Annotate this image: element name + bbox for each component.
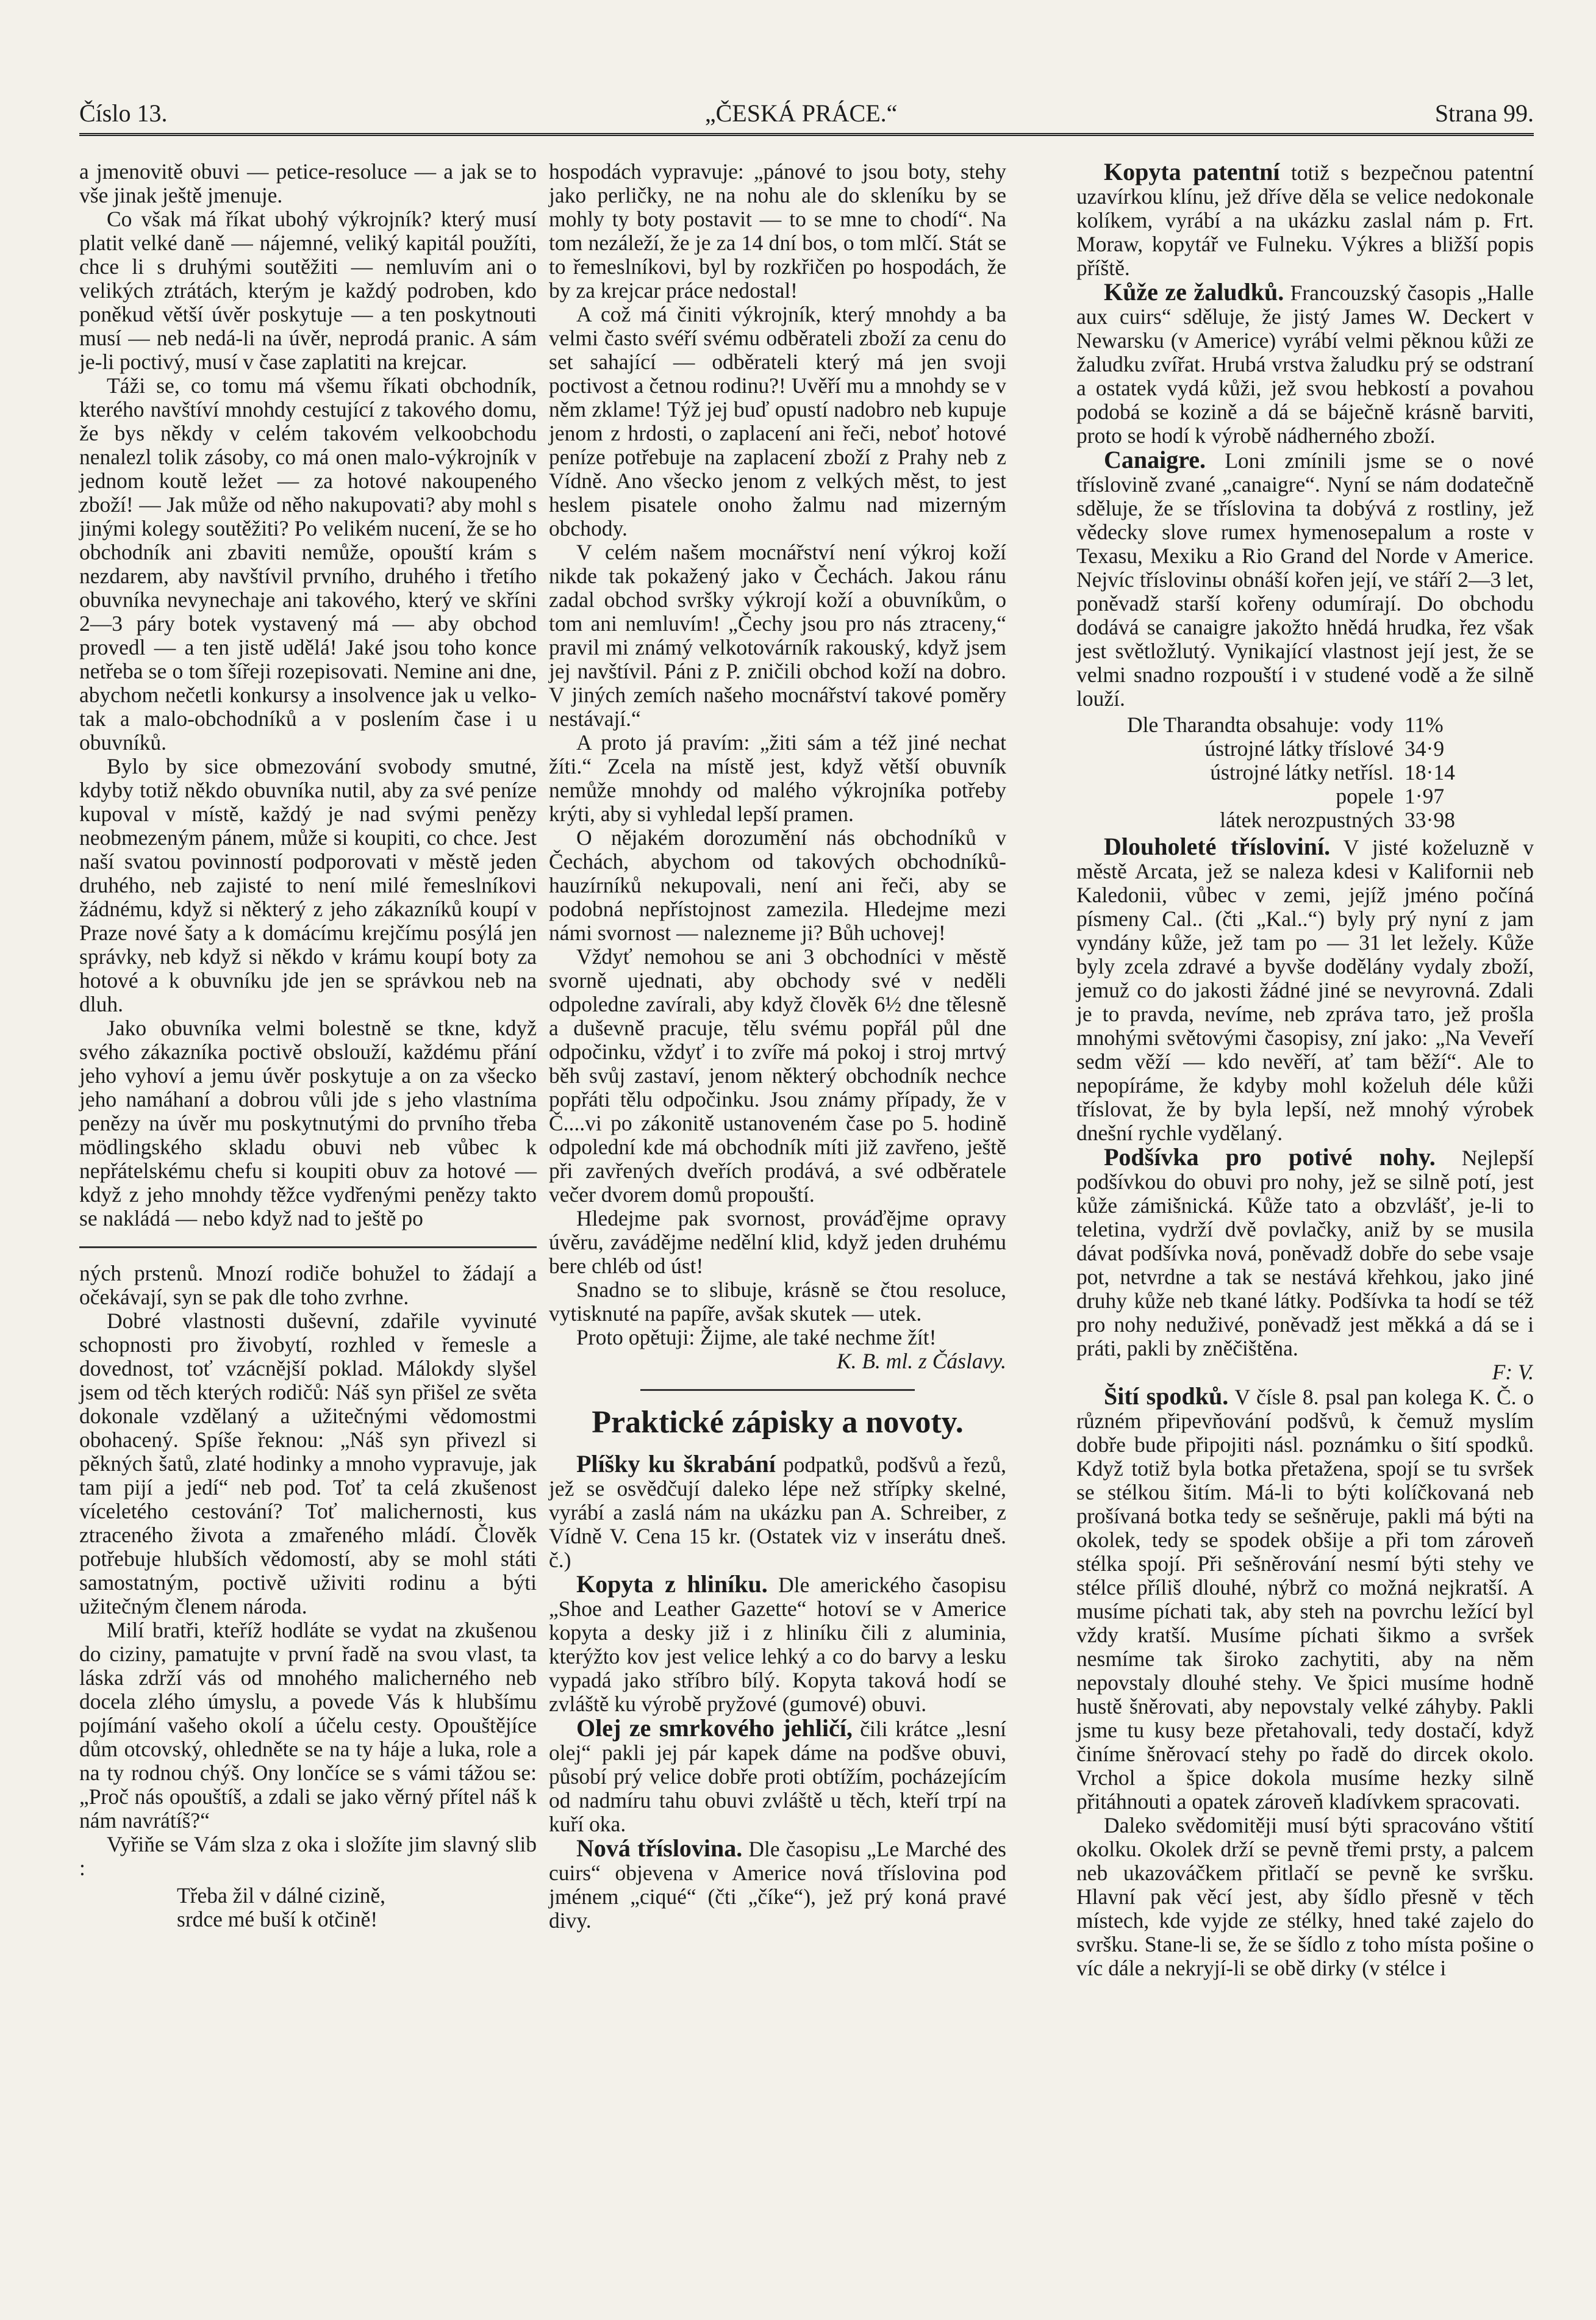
note-text: podpatků, podšvů a řezů, jež se osvědčují daleko lépe než střípky skelné, vyrábí a zaslá nám na ukázku pan A. Schreiber, z Vídně V. Cena 15 kr. (Ostatek viz v inserátu dneš. č.) — [549, 1453, 1007, 1572]
masthead-title: „ČESKÁ PRÁCE.“ — [704, 99, 898, 127]
note-heading: Kůže ze žaludků. — [1104, 278, 1284, 306]
note-heading: Podšívka pro potivé nohy. — [1104, 1143, 1436, 1171]
column-middle — [549, 160, 1006, 1933]
page-header — [79, 92, 1534, 134]
note-text: V jisté koželuzně v městě Arcata, jež se naleza kdesi v Kalifornii neb Kaledonii, vůbec v zemi, jejíž jméno počíná písmeny Cal.. (čti „Kal..“) byly prý nyní z jam vyndány kůže, jež tam po — 31 let ležely. Kůže byly zcela zdravé a byvše dodělány vydaly zboží, jemuž co do jakosti žádné jiné se nevyrovná. Zdali je to pravda, nevíme, neb zpráva taто, jež prošla mnohými světovými časopisy, zní jako: „Na Veveří sedm věží — kdo nevěří, ať tam běží“. Ale to nepopíráme, že kdyby mohl koželuh déle kůži tříslovat, že by byla lepší, než mnohý výrobek dnešní rychle vydělaný. — [1076, 835, 1534, 1145]
paragraph: Dobré vlastnosti duševní, zdařile vyvinuté schopnosti pro živobytí, rozhled v řemesle a dovednost, toť vzácnější poklad. Málokdy slyšel jsem od těch kterých rodičů: Náš syn přišel ze světa dokonale vzdělaný a užitečnými vědomostmi obohacený. Spíše řeknou: „Náš syn přivezl si pěkných šatů, zlaté hodinky a mnoho vypravuje, jak tam pijí a jedí“ neb pod. Toť ta celá zkušenost víceletého cestování? Toť malichernosti, kus ztraceného života a zmařeného mládí. Člověk potřebuje hlubších vědomostí, aby se mohl státi samostatným, poctivě uživiti rodinu a býti užitečným členem národa. — [79, 1309, 537, 1618]
note-text: totiž s bezpečnou patentní uzavírkou klínu, jež dříve děla se velice nedokonale kolíkem, vyrábí a na ukázku zaslal nám p. Frt. Moraw, kopytář ve Fulneku. Výkres a bližší popis příště. — [1076, 160, 1534, 280]
note-text: Dle amerického časopisu „Shoe and Leather Gazette“ hotoví se v Americe kopyta a desky již i z hliníku čili z aluminia, kterýžto kov jest velice lehký a co do barvy a lesku vypadá jako stříbro bílý. Kopyta taková hodí se zvláště ku výrobě pryžové (gumové) obuvi. — [549, 1573, 1006, 1716]
note-signature: F: V. — [1492, 1360, 1534, 1384]
verse-line: srdce mé buší k otčině! — [177, 1907, 378, 1931]
note-heading: Canaigre. — [1104, 446, 1206, 473]
note-heading: Plíšky ku škrabání — [576, 1450, 776, 1478]
column-left — [79, 160, 537, 1931]
note-text: Nejlepší podšívkou do obuvi pro nohy, jež se silně potí, jest kůže zámišnická. Kůže tato a obzvlášť, je-li to teletina, vydrží dvě povlačky, aniž by se musila dávat podšívka nová, poněvadž dobře do sebe vsaje pot, netvrdne a tak se nestává křehkou, jako jiné druhy kůže neb tkané látky. Podšívka ta hodí se též pro nohy neduživé, poněvadž jest měkká a dá se i práti, pakli by zněčištěna. — [1076, 1146, 1534, 1360]
analysis-label: látek nerozpustných — [1220, 808, 1394, 832]
analysis-value: 34·9 — [1405, 736, 1445, 761]
analysis-value: 1·97 — [1405, 784, 1445, 808]
analysis-intro: Dle Tharandta obsahuje: vody — [1126, 713, 1394, 737]
header-rule — [79, 133, 1534, 140]
analysis-table — [1076, 713, 1534, 832]
paragraph: Hledejme pak svornost, prováďějme opravy úvěru, zavádějme nedělní klid, když jeden druhému bere chléb od úst! — [549, 1206, 1006, 1278]
paragraph: Vždyť nemohou se ani 3 obchodníci v městě svorně ujednati, aby obchody své v neděli odpoledne zavírali, aby když člověk 6½ dne tělesně a duševně pracuje, tělu svému popřál půl dne odpočinku, vždyť i to zvíře má pokoj i stroj mrtvý běh svůj zastaví, jenom některý obchodník nechce popřáti tělu odpočinku. Jsou známy případy, že v Č....vi po zákonitě ustanoveném čase po 5. hodině odpolední kde má obchodník míti již zavřeno, ještě při zavřených dveřích prodává, a své odběratele večer dvorem domů propouští. — [549, 944, 1006, 1207]
note-text: Francouzský časopis „Halle aux cuirs“ sděluje, že jistý James W. Deckert v Newarsku (v Americe) vyrábí velmi pěknou kůži ze žaludku zvířat. Hrubá vrstva žaludku prý se odstraní a ostatek vydá kůži, jež svou hebkostí a povahou podobá se kozině a dá se báječně krásně barviti, proto se hodí k výrobě nádherného zboží. — [1076, 281, 1534, 448]
paragraph: Daleko svědomitěji musí býti spracováno vštití okolku. Okolek drží se pevně třemi prsty, a palcem neb ukazováčkem přitlačí se pevně ke svršku. Hlavní pak věcí jest, aby šídlo přesně v těch místech, kde vyjde ze stélky, hned také zajelo do svršku. Stane-li se, že se šídlo z toho místa pošine o víc dále a nekryjí-li se obě dirky (v stélce i — [1076, 1813, 1534, 1980]
analysis-value: 33·98 — [1405, 808, 1455, 832]
paragraph: ných prstenů. Mnozí rodiče bohužel to žádají a očekávají, syn se pak dle toho zvrhne. — [79, 1261, 537, 1309]
note-text: čili krátce „lesní olej“ pakli jej pár kapek dáme na podšve obuvi, působí prý velice dobře proti obtížím, pocházejícím od nadmíru tahu obuvi zvláště u těch, kteří trpí na kuří oka. — [549, 1717, 1007, 1836]
note-text: Loni zmínili jsme se o nové tříslovině zvané „canaigre“. Nyní se nám dodatečně sděluje, že se tříslovina ta dobývá z rostliny, jež vědecky slove rumex hymenosepalum a roste v Texasu, Mexiku a Rio Grand del Norde v Americe. Nejvíc tříslovinы obnáší kořen její, ve stáří 2—3 let, poněvadž starší kořeny odumírají. Do obchodu dodává se canaigre jakožto hnědá hrudka, řez však jest světložlutý. Vynikající vlastnost její jest, že se velmi snadno rozpouští i v studené vodě a že silně louží. — [1076, 448, 1534, 711]
note-heading: Dlouholeté třísloviní. — [1104, 833, 1331, 860]
verse-line: Třeba žil v dálné cizině, — [177, 1883, 385, 1908]
paragraph: Milí bratři, kteříž hodláte se vydat na zkušenou do ciziny, pamatujte v první řadě na svou vlast, ta láska zdrží vás od mnohého malicherného neb docela zlého úmyslu, a povede Vás k hlubšímu pojímání vašeho okolí a účelu cesty. Opouštějíce dům otcovský, ohledněte se na ty háje a luka, role a na ty rodnou chýš. Ony lončíce se s vámi tážou se: „Proč nás opouštíš, a zdali se jako věrný přítel náš k nám navrátíš?“ — [79, 1618, 537, 1833]
note-heading: Šití spodků. — [1104, 1382, 1229, 1410]
analysis-row — [1076, 737, 1534, 761]
paragraph: Jako obuvníka velmi bolestně se tkne, když svého zákazníka poctivě obslouží, každému přání jeho vyhoví a jemu úvěr poskytuje a on za všecko jeho namáhaní a dobrou vůli jde s jeho vlastníma penězy na úvěr mu poskytnutými do prvního třeba mödlingského skladu obuvi neb vůbec k nepřátelskému chefu si koupiti obuv za hotové — když z jeho mnohdy těžce vydřenými penězy takto se nakládá — nebo když nad to ještě po — [79, 1016, 537, 1230]
paragraph: Bylo by sice obmezování svobody smutné, kdyby totiž někdo obuvníka nutil, aby za své peníze kupoval v místě, každý je nad svými penězy neobmezeným pánem, může si koupiti, co chce. Jest naší svatou povinností podporovati v městě jeden druhého, neb zajisté to není milé řemeslníkovi žádnému, když si některý z jeho zákazníků koupí v Praze nové šaty a k domácímu krejčímu posýlá jen správky, neb když si někdo v krámu koupí boty za hotové a k obuvníku jde jen se správkou neb na dluh. — [79, 754, 537, 1016]
column-right — [1076, 160, 1534, 1980]
analysis-row — [1076, 713, 1534, 737]
analysis-value: 11% — [1405, 713, 1444, 737]
section-divider — [640, 1389, 915, 1391]
analysis-value: 18·14 — [1405, 760, 1455, 785]
paragraph: A proto já pravím: „žiti sám a též jiné nechat žíti.“ Zcela na místě jest, když větší obuvník nemůže mnohdy od malého výkrojníka potřeby krýti, aby si vyhledal lepší pramen. — [549, 730, 1006, 826]
note-heading: Olej ze smrkového jehličí, — [576, 1714, 853, 1742]
page-number: Strana 99. — [1434, 99, 1534, 127]
issue-number: Číslo 13. — [79, 99, 168, 127]
note-text: Dle časopisu „Le Marché des cuirs“ objevena v Americe nová tříslovina pod jménem „ciqué“ (čti „číke“), jež prý koná pravé divy. — [549, 1837, 1006, 1933]
author-signature: K. B. ml. z Čáslavy. — [836, 1349, 1006, 1373]
paragraph: a jmenovitě obuvi — petice-resoluce — a jak se to vše jinak ještě jmenuje. — [79, 159, 537, 207]
analysis-label: ústrojné látky netřísl. — [1210, 760, 1394, 785]
analysis-label: popele — [1336, 784, 1394, 808]
note-heading: Kopyta z hliníku. — [576, 1570, 768, 1598]
note-heading: Nová tříslovina. — [576, 1834, 743, 1862]
verse — [177, 1884, 537, 1931]
note-text: V čísle 8. psal pan kolega K. Č. o různém připevňování podšvů, k čemuž myslím dobře bude připojiti násl. poznámku o šití spodků. Když totiž byla botka přetažena, spojí se tu svršek se stélkou šitím. Má-li to býti kolíčkovaná neb prošívaná botka tedy se sešněruje, pakli má býti na okolek, tedy se spodek obšije a při tom zároveň stélka spojí. Při sešněrování nesmí býti stehy ve stélce příliš dlouhé, nýbrž co možná nejkratší. A musíme píchati tak, aby steh na povrchu ležící byl vždy kratší. Musíme píchati šikmo a svršek nesmíme tak široko zachytiti, aby na něm nepovstaly dlouhé stehy. Ve špici musíme hodně hustě šněrovati, aby nepovstaly velké záhyby. Pakli jsme tu kusy beze přetahovali, tedy dostačí, když činíme šněrovací stehy po řadě do dircek okolo. Vrchol a špice dokola musíme hezky silně přitáhnouti a opatek zároveň kladívkem spracovati. — [1076, 1385, 1534, 1814]
paragraph: Snadno se to slibuje, krásně se čtou resoluce, vytisknuté na papíře, avšak skutek — utek. — [549, 1277, 1006, 1326]
paragraph: O nějakém dorozumění nás obchodníků v Čechách, abychom od takových obchodníků-hauzírníků nekupovali, není ani řeči, aby se podobná nepřístojnost zamezila. Hledejme mezi námi svornost — nalezneme ji? Bůh uchovej! — [549, 825, 1006, 945]
paragraph: hospodách vypravuje: „pánové to jsou boty, stehy jako perličky, ne na nohu ale do skleníku by se mohly ty boty postavit — to se mne to chodí“. Na tom nezáleží, že je za 14 dní bos, o tom mlčí. Stát se to řemeslníkovi, byl by rozkřičen po hospodách, že by za krejcar práce nedostal! — [549, 159, 1006, 303]
analysis-row — [1076, 785, 1534, 808]
paragraph: A což má činiti výkrojník, který mnohdy a ba velmi často svéří svému odběrateli zboží za cenu do set sahající — odběrateli který má jen svoji poctivost a četnou rodinu?! Uvěří mu a mnohdy se v něm zklame! Týž jej buď opustí nadobro neb kupuje jenom z hrdosti, o zaplacení ani řeči, neboť hotové peníze potřebuje na zaplacení zboží z Prahy neb z Vídně. Ano všecko jenom z velkých měst, to jest heslem pisatele onoho žalmu nad mizerným obchody. — [549, 302, 1006, 540]
analysis-row — [1076, 761, 1534, 785]
column-divider — [79, 1246, 537, 1248]
paragraph: Vyřiňe se Vám slza z oka i složíte jim slavný slib : — [79, 1832, 537, 1880]
paragraph: V celém našem mocnářství není výkroj koží nikde tak pokažený jako v Čechách. Jakou ránu zadal obchod svršky výkrojí koží a obuvníkům, o tom ani nemluvím! „Čechy jsou pro nás ztraceny,“ pravil mi známý velkotovárník rakouský, když jsem jej navštívil. Páni z P. zničili obchod koží na dobro. V jiných zemích našeho mocnářství takové poměry nestávají.“ — [549, 540, 1006, 731]
note-heading: Kopyta patentní — [1104, 158, 1280, 185]
analysis-label: ústrojné látky tříslové — [1204, 736, 1394, 761]
paragraph: Co však má říkat ubohý výkrojník? který musí platit velké daně — nájemné, veliký kapitál použíti, chce li s druhými soutěžiti — nemluvím ani o velikých ztrátách, kterým je každý podroben, kdo poněkud větší úvěr poskytuje — a ten poskytnouti musí — neb nedá-li na úvěr, neprodá pranic. A sám je-li poctivý, musí v čase zaplatiti na krejcar. — [79, 207, 537, 374]
analysis-row — [1076, 808, 1534, 832]
section-title: Praktické zápisky a novoty. — [592, 1405, 964, 1440]
paragraph: Táži se, co tomu má všemu říkati obchodník, kterého navštíví mnohdy cestující z takového domu, že bys někdy v celém takovém velkoobchodu nenalezl tolik zásoby, co má onen malo-výkrojník v jednom koutě ležet — za hotové nakoupeného zboží! — Jak může od něho nakupovati? aby mohl s jinými kolegy soutěžiti? Po velikém nucení, že se ho obchodník ani zbaviti nemůže, opouští krám s nezdarem, aby navštívil prvního, druhého i třetího obuvníka nevynechaje ani takového, který ve skříni 2—3 páry botek vystavený má — aby obchod provedl — a ten jistě udělá! Jaké jsou toho konce netřeba se o tom šířeji rozepisovati. Nemine ani dne, abychom nečetli konkursy a insolvence jak u velko- tak a malo-obchodníků a v poslením čase i u obuvníků. — [79, 373, 537, 755]
paragraph: Proto opětuji: Žijme, ale také nechme žít! — [576, 1325, 937, 1349]
